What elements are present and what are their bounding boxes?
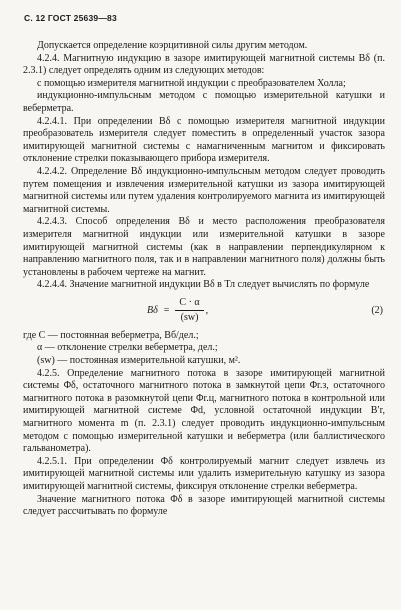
page-content xyxy=(23,40,385,519)
paragraph: 4.2.4.2. Определение Bδ индукционно-импульсным методом следует проводить путем помещения и извлечения измерительной катушки из зазора имитирующей магнитной системы или путем удаления контролируемого магнита из имитирующей магнитной системы. xyxy=(23,165,385,215)
paragraph: где C — постоянная веберметра, Вб/дел.; xyxy=(23,329,199,341)
paragraph: индукционно-импульсным методом с помощью измерительной катушки и веберметра. xyxy=(23,90,385,114)
paragraph: α — отклонение стрелки веберметра, дел.; xyxy=(37,342,218,354)
paragraph: Допускается определение коэрцитивной силы другим методом. xyxy=(37,40,308,51)
formula-number: (2) xyxy=(371,304,383,316)
formula-lhs: Bδ xyxy=(147,304,158,316)
paragraph: (sw) — постоянная измерительной катушки, м². xyxy=(37,355,241,367)
formula-block xyxy=(23,293,385,329)
formula-expression xyxy=(147,297,208,324)
paragraph: 4.2.4. Магнитную индукцию в зазоре имитирующей магнитной системы Bδ (п. 2.3.1) следует определять одним из следующих методов: xyxy=(23,52,385,77)
formula-denominator: (sw) xyxy=(180,312,199,324)
page-header: С. 12 ГОСТ 25639—83 xyxy=(24,13,117,23)
formula-numerator: C · α xyxy=(175,297,203,311)
paragraph: Значение магнитного потока Φδ в зазоре имитирующей магнитной системы следует рассчитывать по формуле xyxy=(23,493,385,518)
paragraph: 4.2.5. Определение магнитного потока в зазоре имитирующей магнитной системы Φδ, остаточного магнитного потока в замкнутой цепи Φr.з, остаточного магнитного потока в разомкнутой цепи Φr.ц, магнитного потока в контрольной или имитирующей магнитной системе Φd, условной остаточной индукции B′r, магнитного момента m (п. 2.3.1) следует проводить индукционно-импульсным методом с помощью измерительной катушки и веберметра (или баллистического гальванометра). xyxy=(23,367,385,455)
paragraph: 4.2.4.3. Способ определения Bδ и место расположения преобразователя измерителя магнитной индукции или измерительной катушки в зазоре имитирующей магнитной системы (как в направлении перпендикулярном к направлению магнитного поля, так и в направлении магнитного поля) должны быть установлены в рабочем чертеже на магнит. xyxy=(23,216,385,278)
paragraph: с помощью измерителя магнитной индукции с преобразователем Холла; xyxy=(37,77,346,89)
paragraph: 4.2.4.4. Значение магнитной индукции Bδ в Тл следует вычислять по формуле xyxy=(37,279,370,291)
formula-equals: = xyxy=(163,304,170,316)
formula-fraction xyxy=(175,297,203,324)
paragraph: 4.2.5.1. При определении Φδ контролируемый магнит следует извлечь из имитирующей магнитной системы или удалить измерительную катушку из зазора имитирующей магнитной системы, фиксируя отклонение стрелки веберметра. xyxy=(23,455,385,492)
paragraph: 4.2.4.1. При определении Bδ с помощью измерителя магнитной индукции преобразователь измерителя следует поместить в определенный участок зазора имитирующей магнитной системы с намагниченным магнитом и фиксировать отклонение стрелки показывающего прибора измерителя. xyxy=(23,115,385,165)
formula-trail: , xyxy=(205,304,209,316)
